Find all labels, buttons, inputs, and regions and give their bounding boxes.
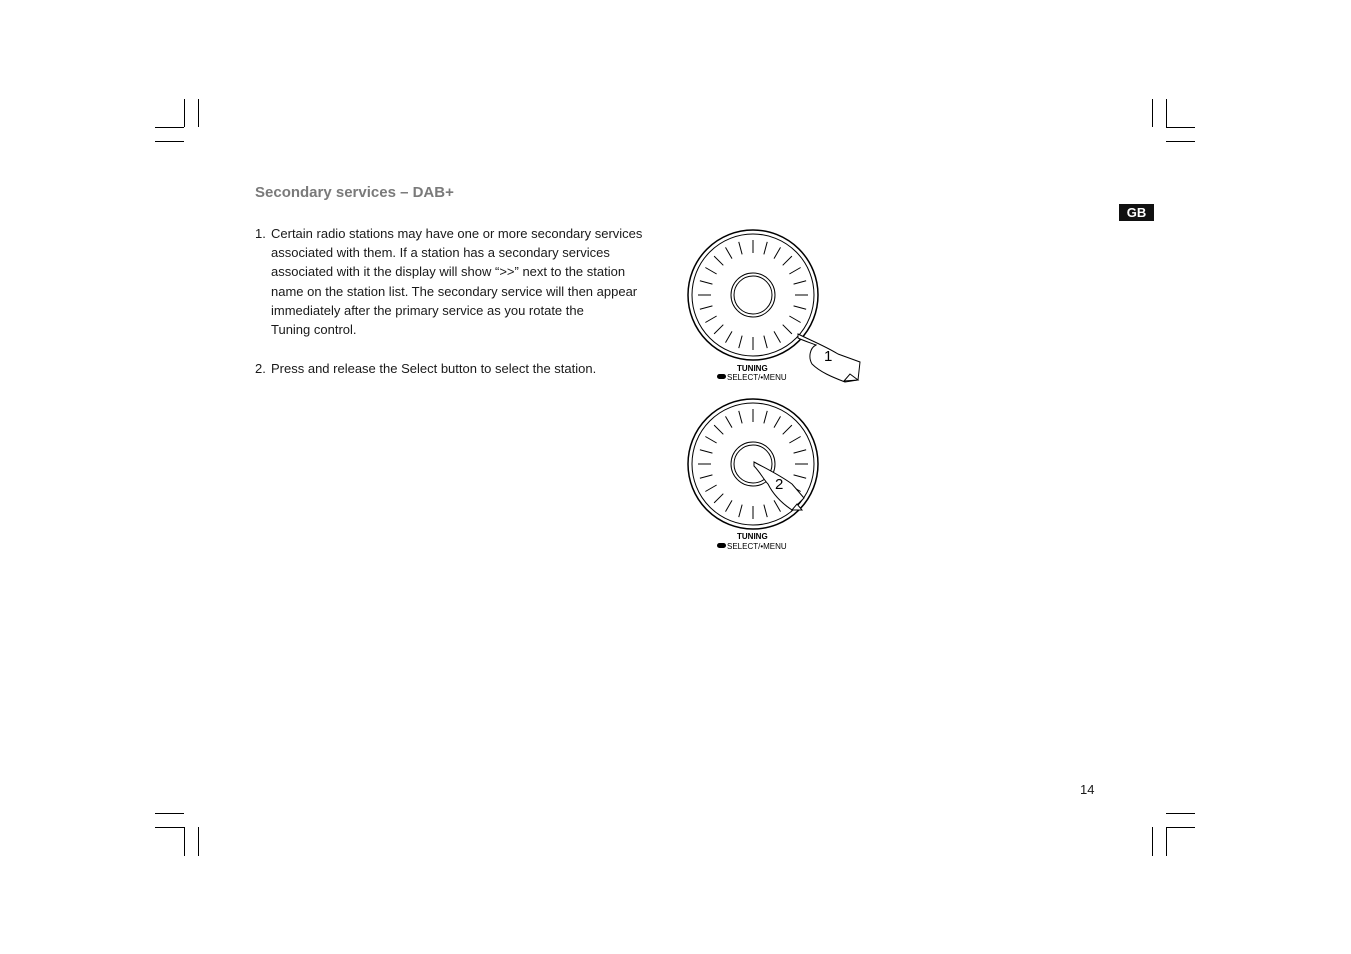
dial-label-tuning: TUNING	[737, 364, 768, 373]
dial-tick	[774, 416, 781, 427]
dial-tick	[783, 256, 792, 265]
dial-tick	[789, 316, 800, 323]
step-number: 2.	[255, 361, 266, 377]
dial-tick	[739, 336, 742, 349]
dial-tick	[726, 247, 733, 258]
tuning-dial-2	[688, 399, 818, 551]
dial-tick	[764, 505, 767, 518]
dial-tick	[739, 411, 742, 424]
dial-tick	[700, 450, 713, 453]
dial-tick	[764, 336, 767, 349]
step-line: Press and release the Select button to select the station.	[271, 361, 597, 377]
step-line: Certain radio stations may have one or more secondary services	[271, 226, 643, 241]
dial-tick	[764, 242, 767, 255]
dial-tick	[794, 475, 807, 478]
dial-label-tuning: TUNING	[737, 532, 768, 541]
dial-tick	[700, 281, 713, 284]
instruction-list	[255, 224, 665, 378]
dial-tick	[739, 505, 742, 518]
dial-tick	[726, 331, 733, 342]
step-1	[255, 224, 665, 339]
section-title: Secondary services – DAB+	[255, 184, 454, 201]
dial-tick	[789, 437, 800, 444]
step-line: associated with it the display will show “>>” next to the station	[271, 264, 626, 280]
dial-tick	[714, 256, 723, 265]
select-button-icon	[717, 543, 726, 548]
dial-tick	[700, 475, 713, 478]
dial-tick	[789, 268, 800, 275]
dial-tick	[774, 331, 781, 342]
dial-tick	[794, 306, 807, 309]
callout-number: 1	[824, 348, 833, 365]
dial-tick	[764, 411, 767, 424]
dial-tick	[700, 306, 713, 309]
dial-tick	[705, 316, 716, 323]
dial-tick	[714, 494, 723, 503]
dial-tick	[783, 325, 792, 334]
language-badge: GB	[1119, 204, 1154, 221]
callout-number: 2	[775, 476, 784, 493]
dial-tick	[705, 485, 716, 492]
step-line: immediately after the primary service as you rotate the	[271, 302, 584, 318]
dial-tick	[774, 247, 781, 258]
dial-tick	[714, 425, 723, 434]
page-number: 14	[1080, 782, 1095, 797]
step-2	[255, 359, 665, 378]
dial-tick	[794, 450, 807, 453]
dial-tick	[726, 416, 733, 427]
dial-tick	[783, 425, 792, 434]
dial-label-select-menu: SELECT/•MENU	[727, 542, 787, 551]
dial-tick	[705, 437, 716, 444]
step-line: name on the station list. The secondary service will then appear	[271, 283, 638, 299]
dial-tick	[794, 281, 807, 284]
select-button-icon	[717, 374, 726, 379]
tuning-dial-1	[688, 230, 860, 382]
dial-label-select-menu: SELECT/•MENU	[727, 373, 787, 382]
dial-tick	[714, 325, 723, 334]
step-line: associated with them. If a station has a secondary services	[271, 245, 610, 261]
step-line: Tuning control.	[271, 322, 357, 338]
tuning-dial-illustrations	[680, 222, 880, 562]
dial-tick	[705, 268, 716, 275]
dial-tick	[726, 500, 733, 511]
dial-tick	[739, 242, 742, 255]
step-number: 1.	[255, 226, 266, 241]
dial-tick	[774, 500, 781, 511]
